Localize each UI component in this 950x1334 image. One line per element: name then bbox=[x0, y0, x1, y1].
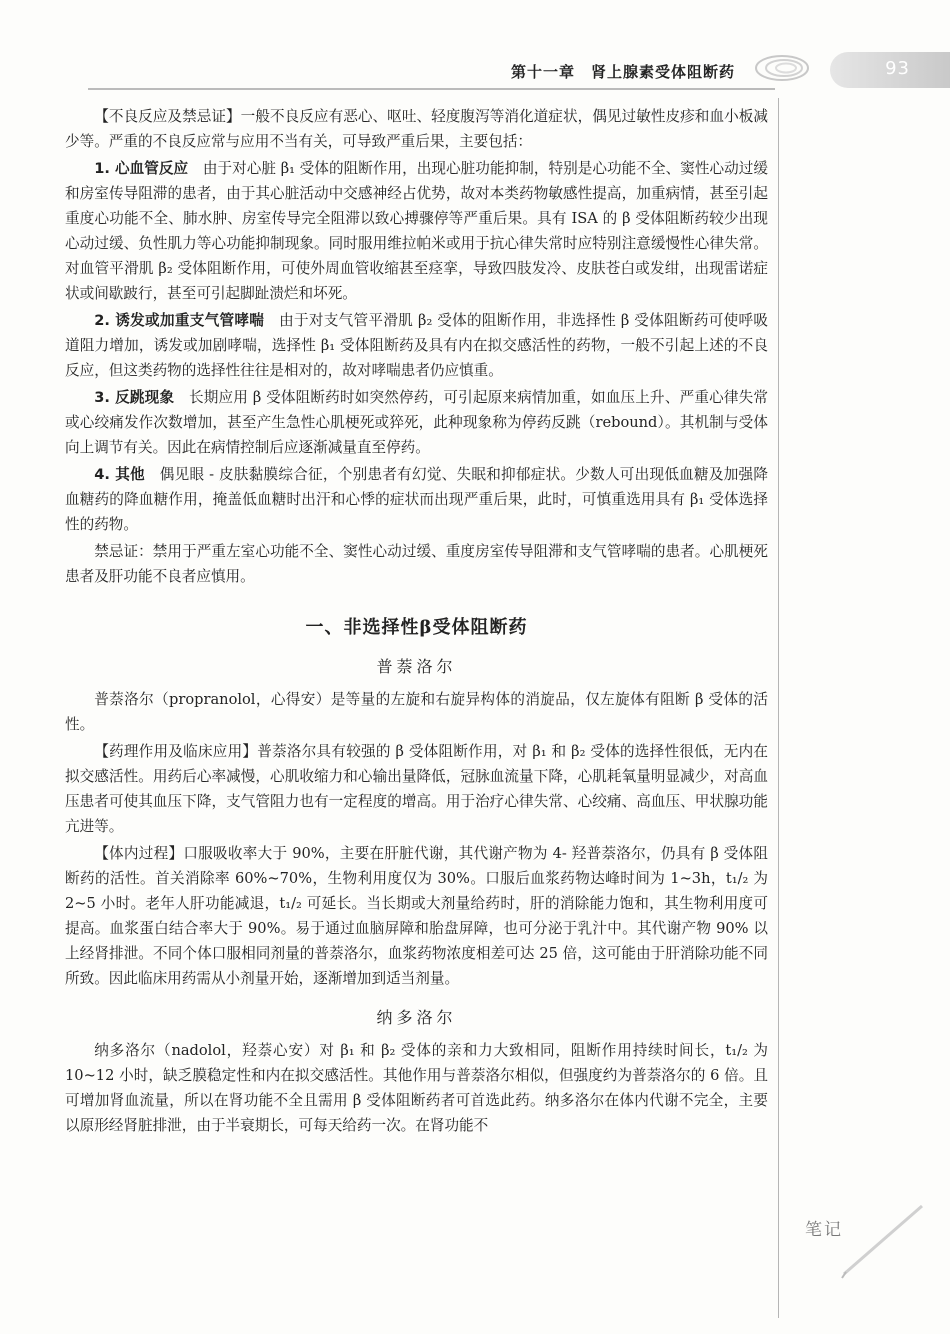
others-heading: 4. 其他 bbox=[94, 466, 145, 483]
others-paragraph bbox=[65, 462, 768, 537]
asthma-text: 由于对支气管平滑肌 β₂ 受体的阻断作用，非选择性 β 受体阻断药可使呼吸道阻力增加，诱发或加剧哮喘，选择性 β₁ 受体阻断药及具有内在拟交感活性的药物，一般不引起上述的不良反应，但这类药物的选择性往往是相对的，故对哮喘患者仍应慎重。 bbox=[65, 312, 768, 379]
propranolol-intro: 普萘洛尔（propranolol，心得安）是等量的左旋和右旋异构体的消旋品，仅左旋体有阻断 β 受体的活性。 bbox=[65, 691, 768, 733]
others-text: 偶见眼 - 皮肤黏膜综合征，个别患者有幻觉、失眠和抑郁症状。少数人可出现低血糖及加强降血糖药的降血糖作用，掩盖低血糖时出汗和心悸的症状而出现严重后果，此时，可慎重选用具有 β₁ 受体选择性的药物。 bbox=[65, 466, 768, 533]
pen-icon bbox=[838, 1200, 928, 1280]
asthma-heading: 2. 诱发或加重支气管哮喘 bbox=[94, 312, 265, 329]
propranolol-pharmacology: 【药理作用及临床应用】普萘洛尔具有较强的 β 受体阻断作用，对 β₁ 和 β₂ 受体的选择性很低，无内在拟交感活性。用药后心率减慢，心肌收缩力和心输出量降低，冠脉血流量下降，心肌耗氧量明显减少，对高血压患者可使其血压下降，支气管阻力也有一定程度的增高。用于治疗心律失常、心绞痛、高血压、甲状腺功能亢进等。 bbox=[65, 743, 768, 835]
asthma-paragraph bbox=[65, 308, 768, 383]
page-number-tab bbox=[830, 52, 950, 88]
nadolol-intro: 纳多洛尔（nadolol，羟萘心安）对 β₁ 和 β₂ 受体的亲和力大致相同，阻断作用持续时间长，t₁/₂ 为 10~12 小时，缺乏膜稳定性和内在拟交感活性。其他作用与普萘洛尔相似，但强度约为普萘洛尔的 6 倍。且可增加肾血流量，所以在肾功能不全且需用 β 受体阻断药者可首选此药。纳多洛尔在体内代谢不完全，主要以原形经肾脏排泄，由于半衰期长，可每天给药一次。在肾功能不 bbox=[65, 1042, 768, 1134]
cardiovascular-text: 由于对心脏 β₁ 受体的阻断作用，出现心脏功能抑制，特别是心功能不全、窦性心动过缓和房室传导阻滞的患者，由于其心脏活动中交感神经占优势，故对本类药物敏感性提高，加重病情，甚至引起重度心功能不全、肺水肿、房室传导完全阻滞以致心搏骤停等严重后果。具有 ISA 的 β 受体阻断药较少出现心动过缓、负性肌力等心功能抑制现象。同时服用维拉帕米或用于抗心律失常时应特别注意缓慢性心律失常。对血管平滑肌 β₂ 受体阻断作用，可使外周血管收缩甚至痉挛，导致四肢发冷、皮肤苍白或发绀，出现雷诺症状或间歇跛行，甚至可引起脚趾溃烂和坏死。 bbox=[65, 160, 768, 302]
chapter-title: 第十一章 肾上腺素受体阻断药 bbox=[510, 63, 735, 81]
rebound-paragraph bbox=[65, 385, 768, 460]
page-header bbox=[0, 52, 950, 92]
margin-divider bbox=[778, 98, 779, 1318]
notes-label: 笔记 bbox=[805, 1220, 843, 1240]
page-number: 93 bbox=[885, 58, 910, 79]
contraindications-paragraph: 禁忌证：禁用于严重左室心功能不全、窦性心动过缓、重度房室传导阻滞和支气管哮喘的患者。心肌梗死患者及肝功能不良者应慎用。 bbox=[65, 543, 768, 585]
page-body bbox=[65, 104, 768, 1138]
cardiovascular-heading: 1. 心血管反应 bbox=[94, 160, 189, 177]
nadolol-title: 纳多洛尔 bbox=[376, 1008, 457, 1027]
propranolol-title: 普萘洛尔 bbox=[376, 657, 457, 676]
propranolol-pharmacokinetics: 【体内过程】口服吸收率大于 90%，主要在肝脏代谢，其代谢产物为 4- 羟普萘洛尔，仍具有 β 受体阻断药的活性。首关消除率 60%~70%，生物利用度仅为 30%。口服后血浆药物达峰时间为 1~3h，t₁/₂ 为 2~5 小时。老年人肝功能减退，t₁/₂ 可延长。当长期或大剂量给药时，肝的消除能力饱和，其生物利用度可提高。血浆蛋白结合率大于 90%。易于通过血脑屏障和胎盘屏障，也可分泌于乳汁中。其代谢产物 90% 以上经肾排泄。不同个体口服相同剂量的普萘洛尔，血浆药物浓度相差可达 25 倍，这可能由于肝消除功能不同所致。因此临床用药需从小剂量开始，逐渐增加到适当剂量。 bbox=[65, 845, 768, 987]
adverse-effects-intro: 【不良反应及禁忌证】一般不良反应有恶心、呕吐、轻度腹泻等消化道症状，偶见过敏性皮疹和血小板减少等。严重的不良反应常与应用不当有关，可导致严重后果，主要包括： bbox=[65, 108, 768, 150]
rebound-text: 长期应用 β 受体阻断药时如突然停药，可引起原来病情加重，如血压上升、严重心律失常或心绞痛发作次数增加，甚至产生急性心肌梗死或猝死，此种现象称为停药反跳（rebound）。其机制与受体向上调节有关。因此在病情控制后应逐渐减量直至停药。 bbox=[65, 389, 769, 456]
section-title: 一、非选择性β受体阻断药 bbox=[305, 617, 528, 638]
header-rule bbox=[88, 88, 775, 90]
rebound-heading: 3. 反跳现象 bbox=[94, 389, 175, 406]
swirl-logo-icon bbox=[752, 48, 812, 88]
cardiovascular-paragraph bbox=[65, 156, 768, 306]
